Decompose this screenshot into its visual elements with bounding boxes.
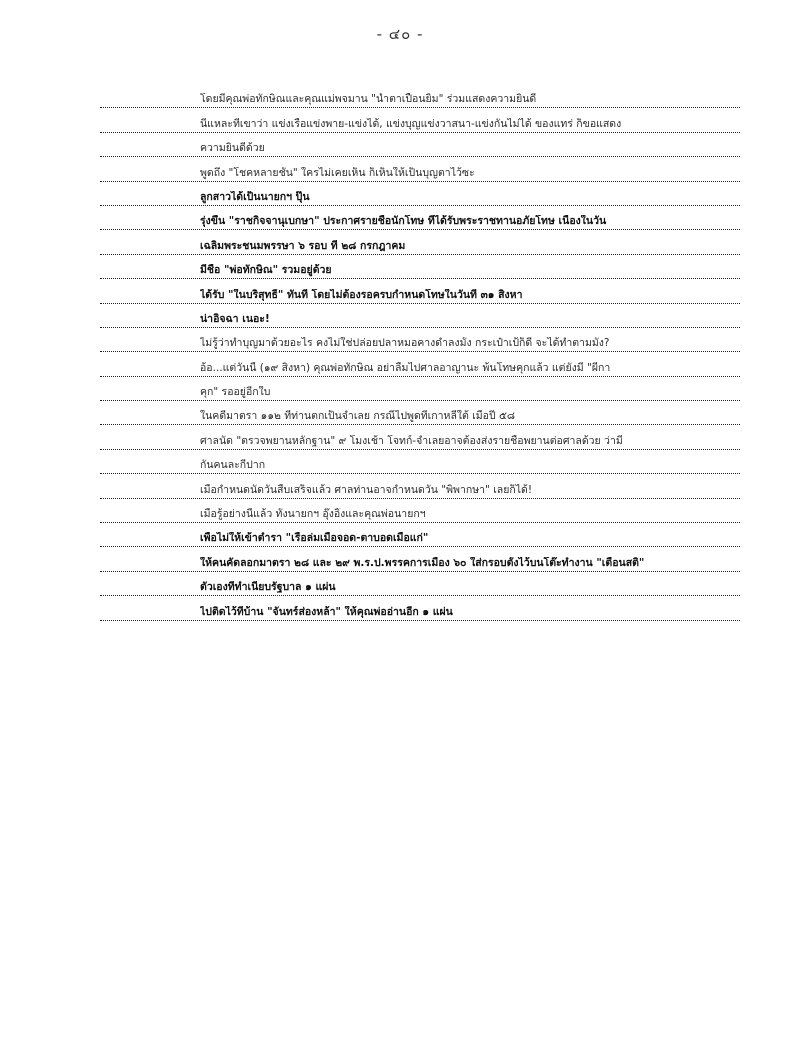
text-line [100,596,740,620]
line-text: คุก" รออยู่อีกใบ [200,386,271,399]
line-text: โดยมีคุณพ่อทักษิณและคุณแม่พจมาน "น้ำตาเปื้อนยิ้ม" ร่วมแสดงความยินดี [200,93,537,106]
text-line [100,572,740,596]
line-text: เฉลิมพระชนมพรรษา ๖ รอบ ที่ ๒๘ กรกฎาคม [200,239,406,252]
line-text: กันคนละกี่ปาก [200,459,266,472]
text-line [100,474,740,498]
line-text: เพื่อไม่ให้เข้าตำรา "เรือล่มเมื่อจอด-ตาบอดเมื่อแก่" [200,532,429,545]
text-line [100,230,740,254]
line-text: ไปติดไว้ที่บ้าน "จันทร์ส่องหล้า" ให้คุณพ่ออ่านอีก ๑ แผ่น [200,605,453,618]
line-text: ได้รับ "ในบริสุทธิ์" ทันที โดยไม่ต้องรอครบกำหนดโทษในวันที่ ๓๑ สิงหา [200,288,523,301]
text-line [100,84,740,108]
line-text: ไม่รู้ว่าทำบุญมาด้วยอะไร คงไม่ใช่ปล่อยปลาหมอคางดำลงมั้ง กระเป๋าเป้ก็ดี จะได้ทำตามมั่ง? [200,337,610,350]
line-text: นี่แหละที่เขาว่า แข่งเรือแข่งพาย-แข่งได้, แข่งบุญแข่งวาสนา-แข่งกันไม่ได้ ของแทร่ ก็ขอแสดง [200,117,622,130]
line-text: ลูกสาวได้เป็นนายกฯ ปุ๊น [200,190,310,203]
line-text: ให้คนคัดลอกมาตรา ๒๘ และ ๒๙ พ.ร.ป.พรรคการเมือง ๖๐ ใส่กรอบตั้งไว้บนโต๊ะทำงาน "เตือนสติ" [200,556,645,569]
text-line [100,279,740,303]
line-text: พูดถึง "โชคหลายชั้น" ใครไม่เคยเห็น ก็เห็นให้เป็นบุญตาไว้ซะ [200,166,475,179]
line-text: ความยินดีด้วย [200,142,265,155]
page-number: - ๔๐ - [376,25,424,43]
line-text: ตัวเองที่ทำเนียบรัฐบาล ๑ แผ่น [200,581,336,594]
line-text: รุ่งขึ้น "ราชกิจจานุเบกษา" ประกาศรายชื่อนักโทษ ที่ได้รับพระราชทานอภัยโทษ เนื่องในวัน [200,215,607,228]
text-line [100,157,740,181]
text-line [100,547,740,571]
text-line [100,304,740,328]
line-text: ในคดีมาตรา ๑๑๒ ที่ท่านตกเป็นจำเลย กรณีไปพูดที่เกาหลีใต้ เมื่อปี ๕๘ [200,410,516,423]
line-text: อ้อ...แต่วันนี้ (๑๙ สิงหา) คุณพ่อทักษิณ อย่าลืมไปศาลอาญานะ พ้นโทษคุกแล้ว แต่ยังมี "ผีกา [200,361,611,374]
text-line [100,255,740,279]
line-text: น่าอิจฉา เนอะ! [200,312,270,325]
line-text: เมื่อกำหนดนัดวันสืบเสร็จแล้ว ศาลท่านอาจกำหนดวัน "พิพากษา" เลยก็ได้! [200,483,533,496]
text-line [100,108,740,132]
text-line [100,401,740,425]
line-text: เมื่อรู้อย่างนี้แล้ว ทั้งนายกฯ อุ๊งอิ๊งและคุณพ่อนายกฯ [200,508,426,521]
text-line [100,182,740,206]
text-line [100,328,740,352]
text-line [100,450,740,474]
line-text: ศาลนัด "ตรวจพยานหลักฐาน" ๙ โมงเช้า โจทก์-จำเลยอาจต้องส่งรายชื่อพยานต่อศาลด้วย ว่ามี [200,434,623,447]
text-line [100,523,740,547]
dotted-text-lines [100,84,740,621]
text-line [100,206,740,230]
line-text: มีชื่อ "พ่อทักษิณ" รวมอยู่ด้วย [200,264,332,277]
text-line [100,377,740,401]
text-line [100,133,740,157]
text-line [100,425,740,449]
text-line [100,499,740,523]
text-line [100,352,740,376]
